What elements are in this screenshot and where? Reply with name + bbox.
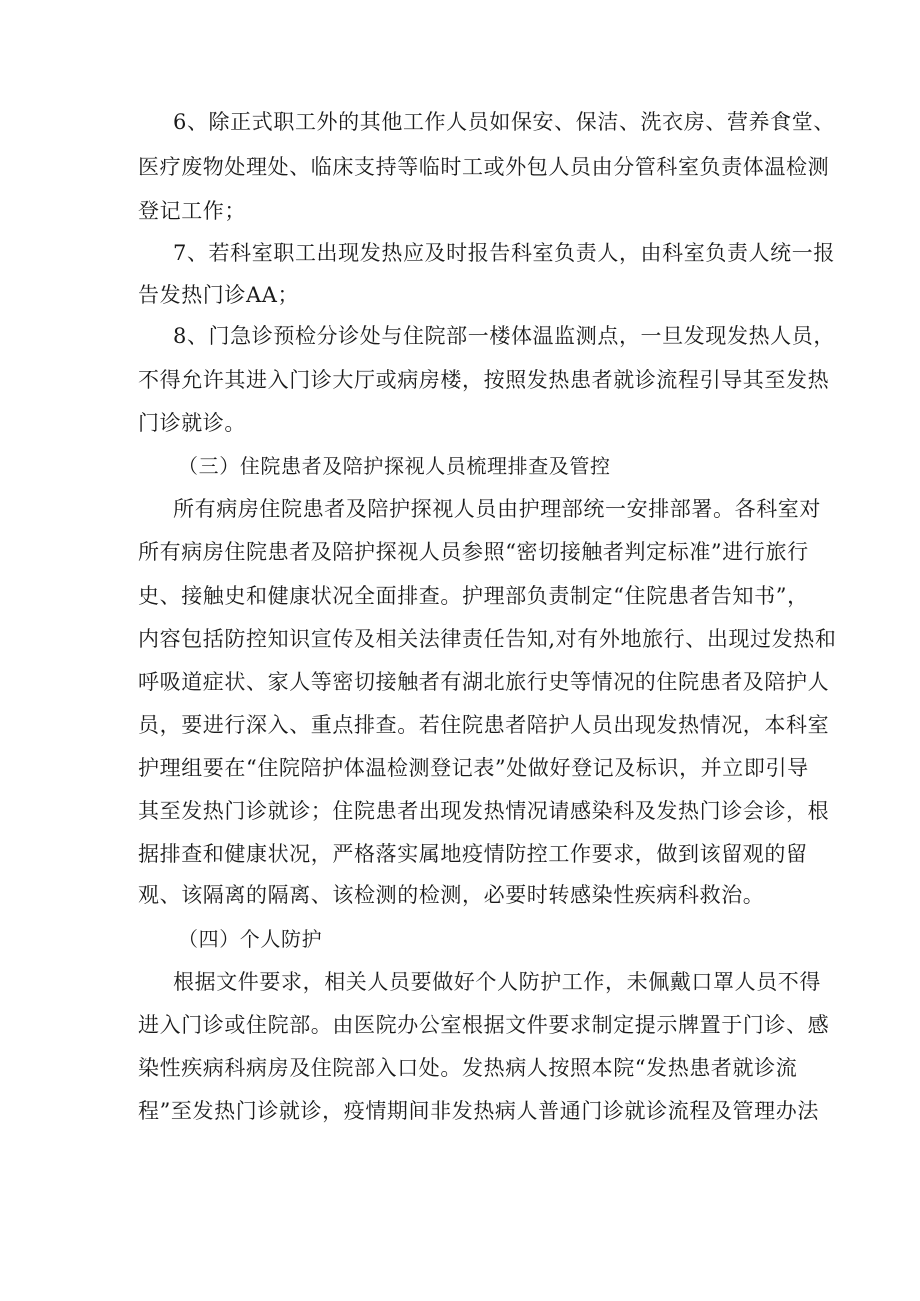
paragraph-line: 史、接触史和健康状况全面排查。护理部负责制定“住院患者告知书”， <box>138 584 809 608</box>
section-heading: （四）个人防护 <box>178 927 323 951</box>
paragraph-line: 进入门诊或住院部。由医院办公室根据文件要求制定提示牌置于门诊、感 <box>138 1013 830 1037</box>
paragraph-line: 门诊就诊。 <box>138 411 246 435</box>
paragraph-line: 所有病房住院患者及陪护探视人员参照“密切接触者判定标准”进行旅行 <box>138 540 809 564</box>
paragraph-line: 登记工作； <box>138 199 246 223</box>
paragraph-line: 员，要进行深入、重点排查。若住院患者陪护人员出现发热情况，本科室 <box>138 713 830 737</box>
paragraph-line: 根据文件要求，相关人员要做好个人防护工作，未佩戴口罩人员不得 <box>173 970 821 994</box>
paragraph-line: 呼吸道症状、家人等密切接触者有湖北旅行史等情况的住院患者及陪护人 <box>138 670 830 694</box>
paragraph-line: 8、门急诊预检分诊处与住院部一楼体温监测点，一旦发现发热人员， <box>173 324 835 348</box>
paragraph-line: 染性疾病科病房及住院部入口处。发热病人按照本院“发热患者就诊流 <box>138 1056 798 1080</box>
section-heading: （三）住院患者及陪护探视人员梳理排查及管控 <box>178 454 611 478</box>
paragraph-line: 观、该隔离的隔离、该检测的检测，必要时转感染性疾病科救治。 <box>138 883 765 907</box>
paragraph-line: 告发热门诊AA； <box>138 283 300 307</box>
paragraph-line: 内容包括防控知识宣传及相关法律责任告知,对有外地旅行、出现过发热和 <box>138 627 837 651</box>
paragraph-line: 据排查和健康状况，严格落实属地疫情防控工作要求，做到该留观的留 <box>138 842 808 866</box>
paragraph-line: 不得允许其进入门诊大厅或病房楼，按照发热患者就诊流程引导其至发热 <box>138 368 830 392</box>
paragraph-line: 6、除正式职工外的其他工作人员如保安、保洁、洗衣房、营养食堂、 <box>173 110 835 134</box>
paragraph-line: 程”至发热门诊就诊，疫情期间非发热病人普通门诊就诊流程及管理办法 <box>138 1099 819 1123</box>
paragraph-line: 医疗废物处理处、临床支持等临时工或外包人员由分管科室负责体温检测 <box>138 155 830 179</box>
paragraph-line: 护理组要在“住院陪护体温检测登记表”处做好登记及标识，并立即引导 <box>138 756 809 780</box>
paragraph-line: 7、若科室职工出现发热应及时报告科室负责人，由科室负责人统一报 <box>173 241 835 265</box>
paragraph-line: 所有病房住院患者及陪护探视人员由护理部统一安排部署。各科室对 <box>173 497 821 521</box>
paragraph-line: 其至发热门诊就诊；住院患者出现发热情况请感染科及发热门诊会诊，根 <box>138 799 830 823</box>
